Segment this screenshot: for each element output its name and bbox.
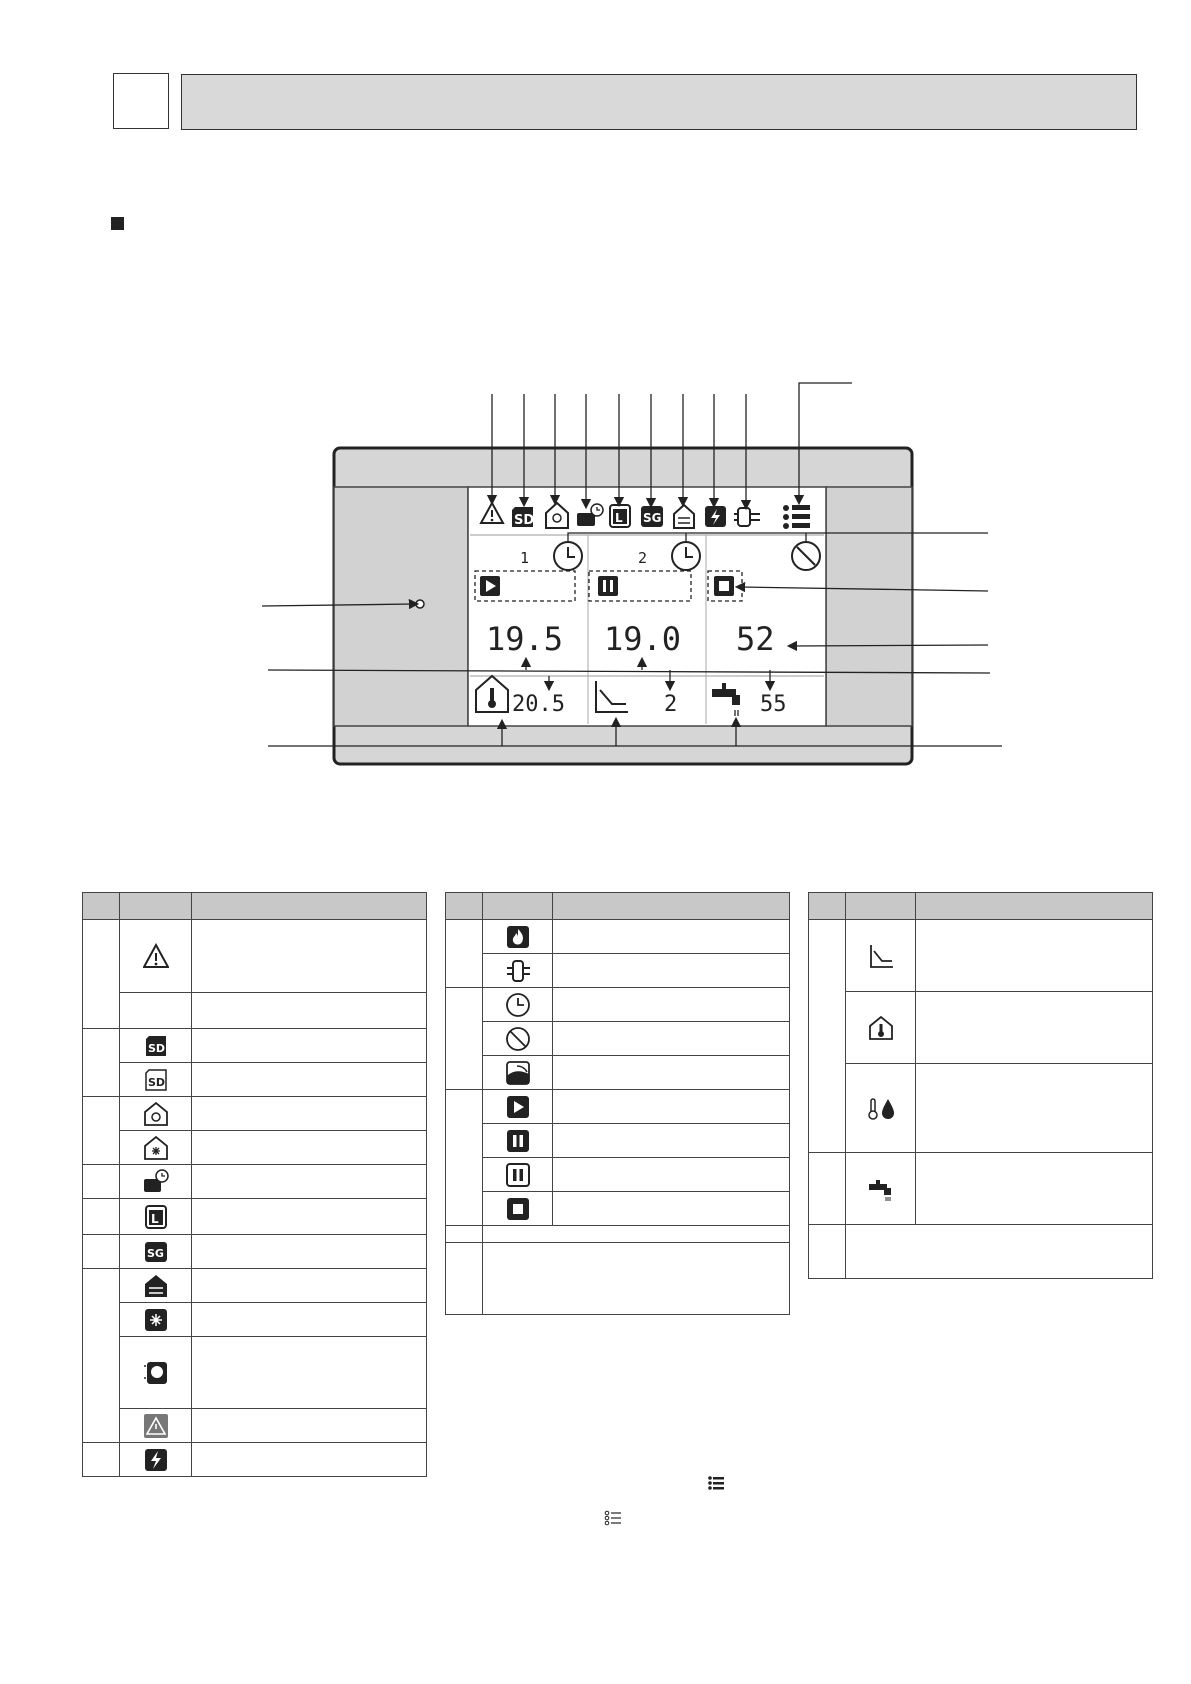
play-icon xyxy=(505,1094,531,1120)
electric-heater-icon xyxy=(705,506,726,527)
zone2-room-temp: 19.0 xyxy=(604,620,682,658)
holiday-timer-icon xyxy=(143,1169,169,1195)
icon-table-middle xyxy=(445,892,790,1315)
room-thermostat-icon xyxy=(868,1015,894,1041)
svg-text:SD: SD xyxy=(514,513,535,528)
icon-table-left xyxy=(82,892,427,1477)
zone1-room-temp: 19.5 xyxy=(486,620,564,658)
tank-temp: 52 xyxy=(736,620,775,658)
svg-text:SG: SG xyxy=(146,1246,164,1260)
filter-icon xyxy=(143,1360,169,1386)
menu-icon xyxy=(707,1474,725,1492)
menu-icon xyxy=(783,505,810,529)
lock-icon xyxy=(143,1204,169,1230)
boost-icon xyxy=(143,1273,169,1299)
list-icon xyxy=(604,1509,622,1527)
dhw-setpoint: 55 xyxy=(760,692,787,717)
timer-2-label: 2 xyxy=(638,549,648,567)
svg-text:L: L xyxy=(615,511,623,525)
stop-icon xyxy=(505,1196,531,1222)
heat-pump-icon xyxy=(505,958,531,984)
room-setpoint: 20.5 xyxy=(512,692,565,717)
sd-card-icon xyxy=(512,507,534,528)
flow-temp-icon xyxy=(864,1095,898,1121)
pause-outline-icon xyxy=(505,1162,531,1188)
status-led xyxy=(416,600,424,608)
controller-right-panel xyxy=(826,487,912,726)
timer-1-label: 1 xyxy=(520,549,530,567)
curve-icon xyxy=(868,943,894,969)
tap-icon xyxy=(868,1176,894,1202)
pause-filled-icon xyxy=(505,1128,531,1154)
smart-grid-icon xyxy=(143,1239,169,1265)
sd-card-outline-icon xyxy=(143,1067,169,1093)
svg-text:SG: SG xyxy=(643,511,662,525)
stop-icon xyxy=(714,576,734,596)
smart-grid-icon xyxy=(641,506,663,527)
defrost-icon xyxy=(143,1307,169,1333)
prohibit-icon xyxy=(792,542,820,570)
electric-heater-icon xyxy=(143,1447,169,1473)
controller-left-panel xyxy=(334,487,468,726)
icon-table-right xyxy=(808,892,1153,1279)
solar-icon xyxy=(505,1060,531,1086)
play-icon xyxy=(480,576,500,596)
svg-text:SD: SD xyxy=(147,1041,165,1055)
cooling-icon xyxy=(143,1135,169,1161)
svg-text:SD: SD xyxy=(147,1075,165,1089)
warning-grey-icon xyxy=(143,1413,169,1439)
controller-diagram xyxy=(0,0,1191,800)
pause-icon xyxy=(598,576,618,596)
sd-card-icon xyxy=(143,1033,169,1059)
clock-icon xyxy=(505,992,531,1018)
lock-icon xyxy=(610,505,630,527)
svg-text:L: L xyxy=(150,1211,159,1226)
prohibit-icon xyxy=(505,1026,531,1052)
heating-icon xyxy=(143,1101,169,1127)
curve-value: 2 xyxy=(664,692,678,717)
warning-icon xyxy=(143,943,169,969)
flame-icon xyxy=(505,924,531,950)
